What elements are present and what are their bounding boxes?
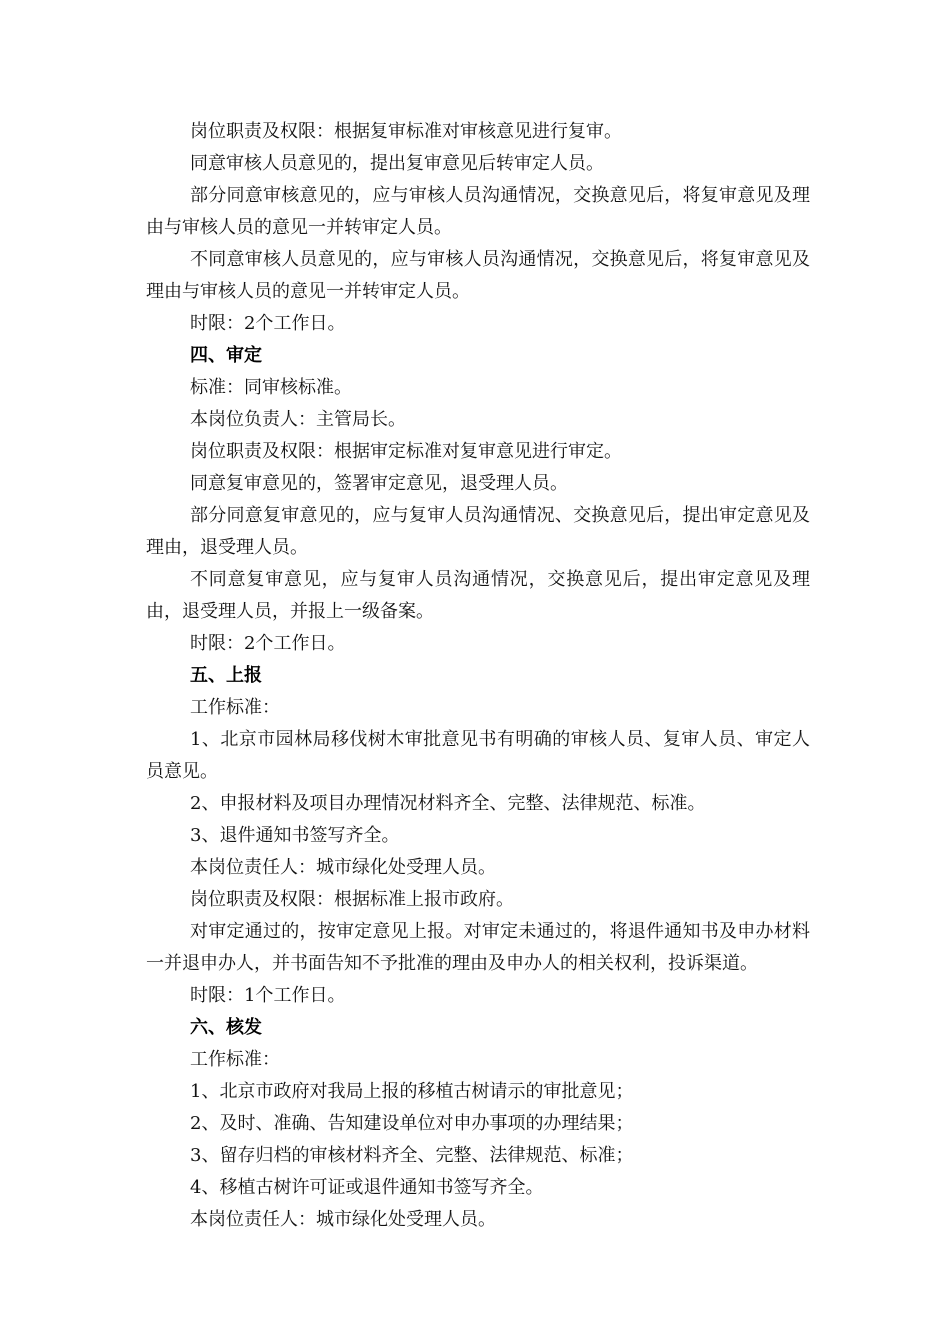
paragraph: 岗位职责及权限：根据复审标准对审核意见进行复审。 [190, 121, 622, 142]
paragraph: 不同意复审意见，应与复审人员沟通情况，交换意见后，提出审定意见及理由，退受理人员，并报上一级备案。 [146, 569, 810, 622]
section-heading: 四、审定 [190, 345, 262, 366]
paragraph: 3、留存归档的审核材料齐全、完整、法律规范、标准； [190, 1145, 634, 1166]
paragraph: 时限：2个工作日。 [190, 633, 346, 654]
paragraph: 时限：1个工作日。 [190, 985, 346, 1006]
paragraph: 1、北京市政府对我局上报的移植古树请示的审批意见； [190, 1081, 634, 1102]
paragraph: 本岗位责任人：城市绿化处受理人员。 [190, 857, 496, 878]
paragraph: 2、及时、准确、告知建设单位对申办事项的办理结果； [190, 1113, 634, 1134]
paragraph: 同意复审意见的，签署审定意见，退受理人员。 [190, 473, 568, 494]
document-body [146, 116, 810, 1236]
paragraph: 3、退件通知书签写齐全。 [190, 825, 400, 846]
section-heading: 五、上报 [190, 665, 262, 686]
paragraph: 2、申报材料及项目办理情况材料齐全、完整、法律规范、标准。 [190, 793, 706, 814]
paragraph: 时限：2个工作日。 [190, 313, 346, 334]
paragraph: 标准：同审核标准。 [190, 377, 352, 398]
paragraph: 同意审核人员意见的，提出复审意见后转审定人员。 [190, 153, 604, 174]
section-heading: 六、核发 [190, 1017, 262, 1038]
paragraph: 工作标准： [190, 1049, 280, 1070]
paragraph: 1、北京市园林局移伐树木审批意见书有明确的审核人员、复审人员、审定人员意见。 [146, 729, 810, 782]
paragraph: 4、移植古树许可证或退件通知书签写齐全。 [190, 1177, 544, 1198]
paragraph: 本岗位责任人：城市绿化处受理人员。 [190, 1209, 496, 1230]
paragraph: 岗位职责及权限：根据标准上报市政府。 [190, 889, 514, 910]
paragraph: 对审定通过的，按审定意见上报。对审定未通过的，将退件通知书及申办材料一并退申办人，并书面告知不予批准的理由及申办人的相关权利，投诉渠道。 [146, 921, 810, 974]
paragraph: 部分同意审核意见的，应与审核人员沟通情况，交换意见后，将复审意见及理由与审核人员的意见一并转审定人员。 [146, 185, 810, 238]
paragraph: 部分同意复审意见的，应与复审人员沟通情况、交换意见后，提出审定意见及理由，退受理人员。 [146, 505, 810, 558]
paragraph: 不同意审核人员意见的，应与审核人员沟通情况，交换意见后，将复审意见及理由与审核人员的意见一并转审定人员。 [146, 249, 810, 302]
paragraph: 岗位职责及权限：根据审定标准对复审意见进行审定。 [190, 441, 622, 462]
paragraph: 本岗位负责人：主管局长。 [190, 409, 406, 430]
paragraph: 工作标准： [190, 697, 280, 718]
